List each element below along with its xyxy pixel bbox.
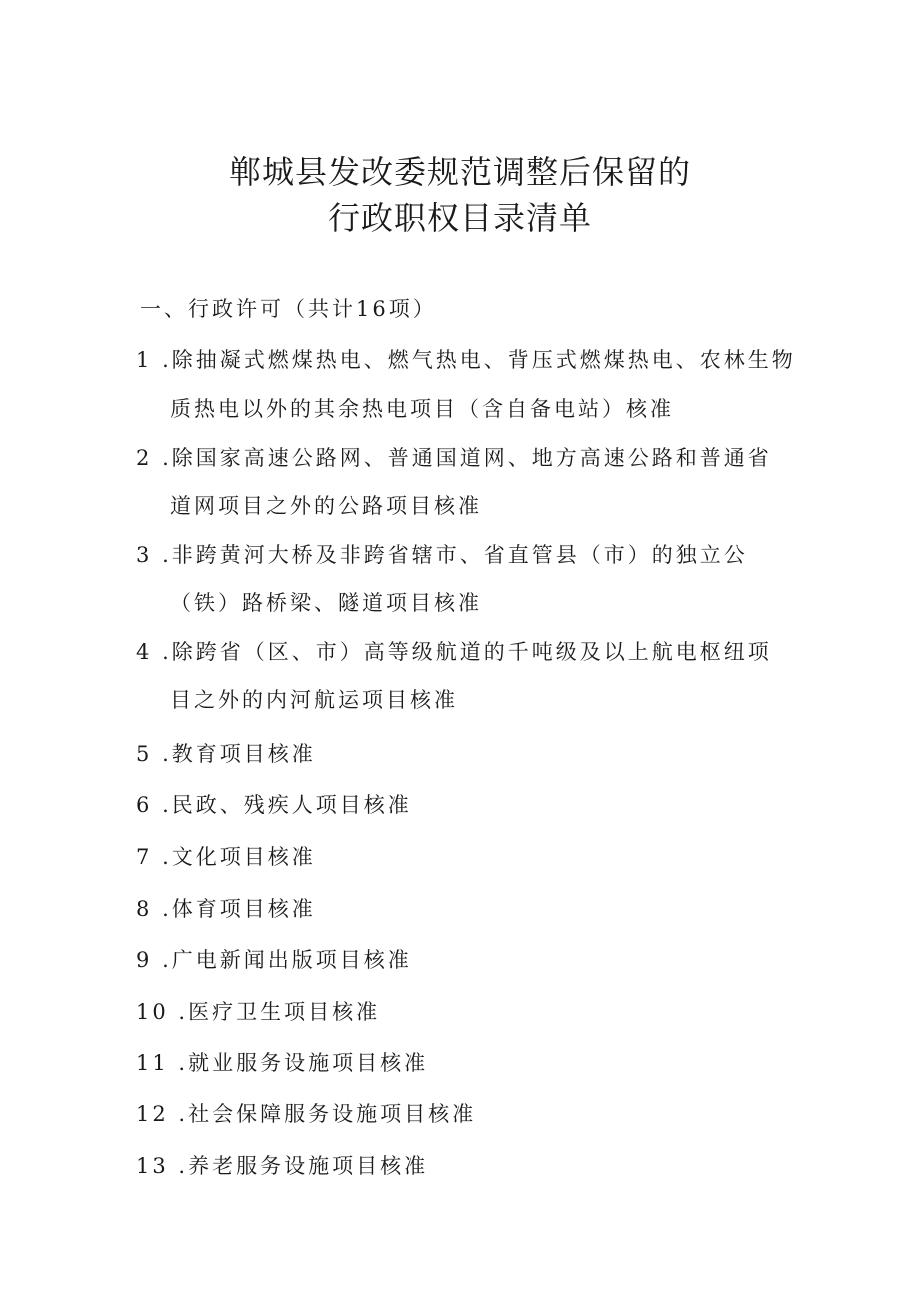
item-text: .除抽凝式燃煤热电、燃气热电、背压式燃煤热电、农林生物 (162, 348, 796, 372)
item-number: 1 (136, 348, 153, 372)
list-item-13 (136, 1156, 428, 1177)
item-text: .养老服务设施项目核准 (178, 1154, 429, 1178)
list-item-3-continuation: （铁）路桥梁、隧道项目核准 (170, 591, 482, 615)
item-text: .文化项目核准 (162, 845, 316, 869)
item-number: 3 (136, 543, 153, 567)
item-text: .除跨省（区、市）高等级航道的千吨级及以上航电枢纽项 (162, 640, 772, 664)
item-number: 2 (136, 446, 153, 470)
item-number: 8 (136, 897, 153, 921)
list-item-4 (136, 642, 772, 663)
item-number: 6 (136, 793, 153, 817)
item-number: 13 (136, 1154, 169, 1178)
list-item-1-continuation: 质热电以外的其余热电项目（含自备电站）核准 (170, 397, 674, 421)
item-text: .除国家高速公路网、普通国道网、地方高速公路和普通省 (162, 446, 772, 470)
item-text: .非跨黄河大桥及非跨省辖市、省直管县（市）的独立公 (162, 543, 748, 567)
item-number: 11 (136, 1051, 169, 1075)
list-item-6 (136, 795, 412, 816)
item-text: .社会保障服务设施项目核准 (178, 1102, 477, 1126)
list-item-12 (136, 1104, 476, 1125)
list-item-9 (136, 950, 412, 971)
item-number: 5 (136, 742, 153, 766)
list-item-4-continuation: 目之外的内河航运项目核准 (170, 688, 458, 712)
list-item-1 (136, 350, 796, 371)
document-title-line2: 行政职权目录清单 (327, 199, 592, 237)
list-item-3 (136, 545, 748, 566)
list-item-10 (136, 1002, 380, 1023)
item-number: 9 (136, 948, 153, 972)
item-text: .教育项目核准 (162, 742, 316, 766)
document-title-line1: 郸城县发改委规范调整后保留的 (228, 153, 691, 191)
item-number: 12 (136, 1102, 169, 1126)
list-item-11 (136, 1053, 428, 1074)
list-item-8 (136, 899, 316, 920)
section-heading: 一、行政许可（共计16项） (140, 297, 437, 321)
item-number: 10 (136, 1000, 169, 1024)
item-text: .就业服务设施项目核准 (178, 1051, 429, 1075)
item-text: .广电新闻出版项目核准 (162, 948, 412, 972)
list-item-2 (136, 448, 772, 469)
item-text: .体育项目核准 (162, 897, 316, 921)
list-item-7 (136, 847, 316, 868)
item-text: .民政、残疾人项目核准 (162, 793, 412, 817)
list-item-2-continuation: 道网项目之外的公路项目核准 (170, 494, 482, 518)
item-text: .医疗卫生项目核准 (178, 1000, 381, 1024)
item-number: 7 (136, 845, 153, 869)
item-number: 4 (136, 640, 153, 664)
list-item-5 (136, 744, 316, 765)
